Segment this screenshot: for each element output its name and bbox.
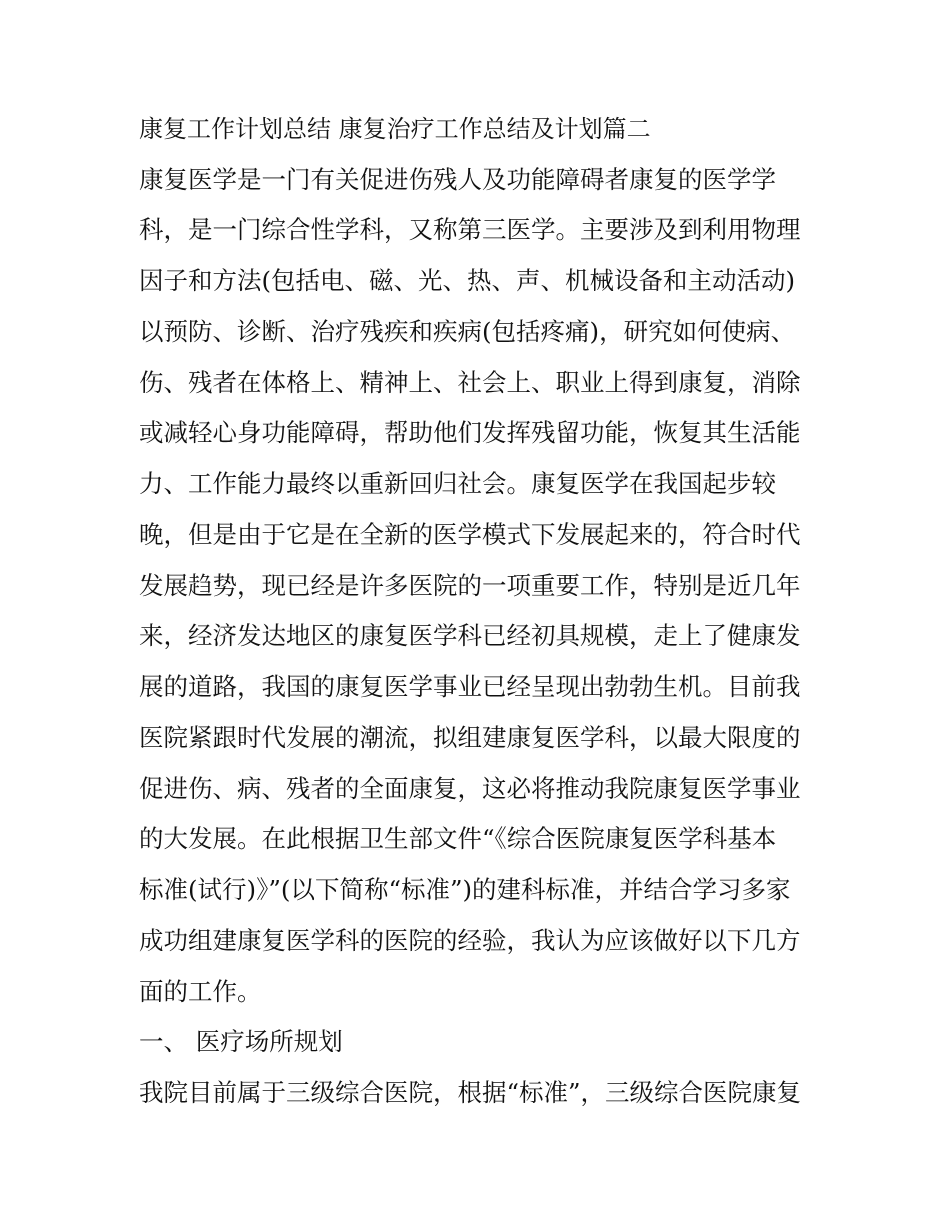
- paragraph-line: 发展趋势，现已经是许多医院的一项重要工作，特别是近几年: [139, 571, 801, 600]
- section-heading: 一、 医疗场所规划: [139, 1027, 343, 1056]
- paragraph-line: 伤、残者在体格上、精神上、社会上、职业上得到康复，消除: [139, 368, 801, 397]
- paragraph-line: 晚，但是由于它是在全新的医学模式下发展起来的，符合时代: [139, 520, 801, 549]
- paragraph-line: 标准(试行)》”(以下简称“标准”)的建科标准，并结合学习多家: [139, 875, 791, 904]
- paragraph-line: 以预防、诊断、治疗残疾和疾病(包括疼痛)，研究如何使病、: [139, 317, 796, 346]
- paragraph-line: 力、工作能力最终以重新回归社会。康复医学在我国起步较: [139, 469, 776, 498]
- paragraph-line: 成功组建康复医学科的医院的经验，我认为应该做好以下几方: [139, 926, 801, 955]
- paragraph-line: 促进伤、病、残者的全面康复，这必将推动我院康复医学事业: [139, 774, 801, 803]
- paragraph-line: 因子和方法(包括电、磁、光、热、声、机械设备和主动活动): [139, 266, 796, 295]
- paragraph-line: 医院紧跟时代发展的潮流，拟组建康复医学科，以最大限度的: [139, 723, 801, 752]
- paragraph-line: 我院目前属于三级综合医院，根据“标准”，三级综合医院康复: [139, 1078, 802, 1107]
- paragraph-line: 康复医学是一门有关促进伤残人及功能障碍者康复的医学学: [139, 165, 776, 194]
- document-title: 康复工作计划总结 康复治疗工作总结及计划篇二: [139, 115, 651, 143]
- paragraph-line: 来，经济发达地区的康复医学科已经初具规模，走上了健康发: [139, 621, 801, 650]
- paragraph-line: 或减轻心身功能障碍，帮助他们发挥残留功能，恢复其生活能: [139, 418, 801, 447]
- paragraph-line: 科，是一门综合性学科，又称第三医学。主要涉及到利用物理: [139, 215, 801, 244]
- paragraph-line: 的大发展。在此根据卫生部文件“《综合医院康复医学科基本: [139, 824, 777, 853]
- paragraph-line: 展的道路，我国的康复医学事业已经呈现出勃勃生机。目前我: [139, 672, 801, 701]
- paragraph-line: 面的工作。: [139, 977, 262, 1006]
